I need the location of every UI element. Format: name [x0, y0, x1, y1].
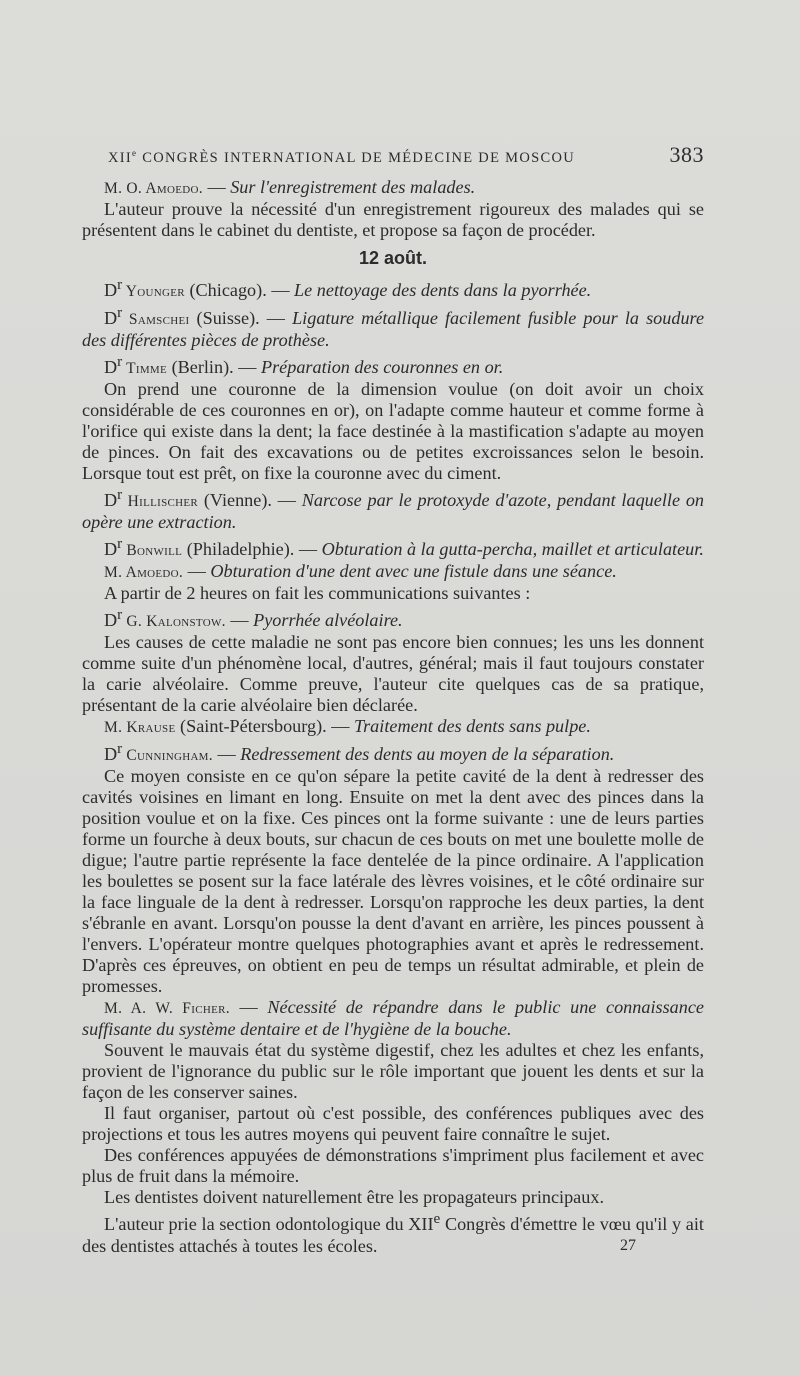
entry-krause: M. Krause (Saint-Pétersbourg). — Traitement des dents sans pulpe. [104, 716, 591, 737]
entry-kalonstow: $D^r$ G. Kalonstow. — Pyorrhée alvéolaire. [104, 606, 403, 631]
entry-ficher: M. A. W. Ficher. — Nécessité de répandre dans le public une connaissance suffisante du système dentaire et de l'hygiène de la bouche. [82, 997, 705, 1040]
page-body [82, 177, 704, 1257]
entry-amoedo-1: M. O. Amoedo. — Sur l'enregistrement des malades. [104, 177, 476, 197]
page-header [108, 142, 704, 168]
entry-hillischer: $D^r$ Hillischer (Vienne). — Narcose par le protoxyde d'azote, pendant laquelle on opère une extraction. [82, 486, 705, 533]
paragraph: Souvent le mauvais état du système digestif, chez les adultes et chez les enfants, provient de l'ignorance du public sur le rôle important que jouent les dents et sur la façon de les conserver saines. [82, 1040, 704, 1103]
paragraph: Il faut organiser, partout où c'est possible, des conférences publiques avec des projections et tous les autres moyens qui peuvent faire connaître le sujet. [82, 1103, 704, 1145]
entry-samschei: $D^r$ Samschei (Suisse). — Ligature métallique facilement fusible pour la soudure des différentes pièces de prothèse. [82, 304, 705, 351]
entry-amoedo-2: M. Amoedo. — Obturation d'une dent avec une fistule dans une séance. [104, 561, 617, 582]
paragraph: Ce moyen consiste en ce qu'on sépare la petite cavité de la dent à redresser des cavités voisines en limant en long. Ensuite on met la dent avec des pinces dans la position voulue et on la fixe. Ces pinces ont la forme suivante : une de leurs parties forme un fourche à deux bouts, sur chacun de ces bouts on met une boulette molle de digue; l'autre partie représente la face dentelée de la pince ordinaire. A l'application les boulettes se posent sur la face latérale des lèvres voisines, et le côté ordinaire sur la face linguale de la dent à redresser. Lorsqu'on rapproche les deux parties, la dent s'ébranle en avant. Lorsqu'on pousse la dent d'avant en arrière, les pinces poussent à l'envers. L'opérateur montre quelques photographies avant et après le redressement. D'après ces épreuves, on obtient en peu de temps un résultat admirable, et plein de promesses. [82, 766, 704, 997]
paragraph: L'auteur prie la section odontologique du XIIe Congrès d'émettre le vœu qu'il y ait des dentistes attachés à toutes les écoles. [82, 1210, 704, 1256]
signature-mark: 27 [620, 1237, 636, 1254]
entry-younger: $D^r$ Younger (Chicago). — Le nettoyage des dents dans la pyorrhée. [104, 276, 592, 301]
paragraph: A partir de 2 heures on fait les communications suivantes : [104, 583, 531, 604]
page-number: 383 [669, 142, 704, 167]
entry-timme: $D^r$ Timme (Berlin). — Préparation des couronnes en or. [104, 353, 504, 378]
paragraph: Les causes de cette maladie ne sont pas encore bien connues; les uns les donnent comme suite d'un phénomène local, d'autres, général; mais il faut toujours constater la carie alvéolaire. Comme preuve, l'auteur cite quelques cas de sa pratique, présentant de la carie alvéolaire bien déclarée. [82, 632, 704, 716]
section-date: 12 août. [358, 248, 428, 268]
paragraph: Les dentistes doivent naturellement être les propagateurs principaux. [104, 1187, 604, 1208]
paragraph: Des conférences appuyées de démonstrations s'impriment plus facilement et avec plus de fruit dans la mémoire. [82, 1145, 704, 1187]
entry-bonwill: $D^r$ Bonwill (Philadelphie). — Obturation à la gutta-percha, maillet et articulateur. [104, 535, 704, 560]
paragraph: On prend une couronne de la dimension voulue (on doit avoir un choix considérable de ces couronnes en or), on l'adapte comme hauteur et comme forme à l'orifice qui existe dans la dent; la face destinée à la mastification s'adapte au moyen de pinces. On fait des excavations ou de petites excroissances selon le besoin. Lorsque tout est prêt, on fixe la couronne avec du ciment. [82, 379, 704, 484]
entry-cunningham: $D^r$ Cunningham. — Redressement des dents au moyen de la séparation. [104, 740, 615, 765]
running-head: XIIe CONGRÈS INTERNATIONAL DE MÉDECINE DE MOSCOU [108, 148, 576, 166]
paragraph: L'auteur prouve la nécessité d'un enregistrement rigoureux des malades qui se présentent dans le cabinet du dentiste, et propose sa façon de procéder. [82, 199, 704, 240]
